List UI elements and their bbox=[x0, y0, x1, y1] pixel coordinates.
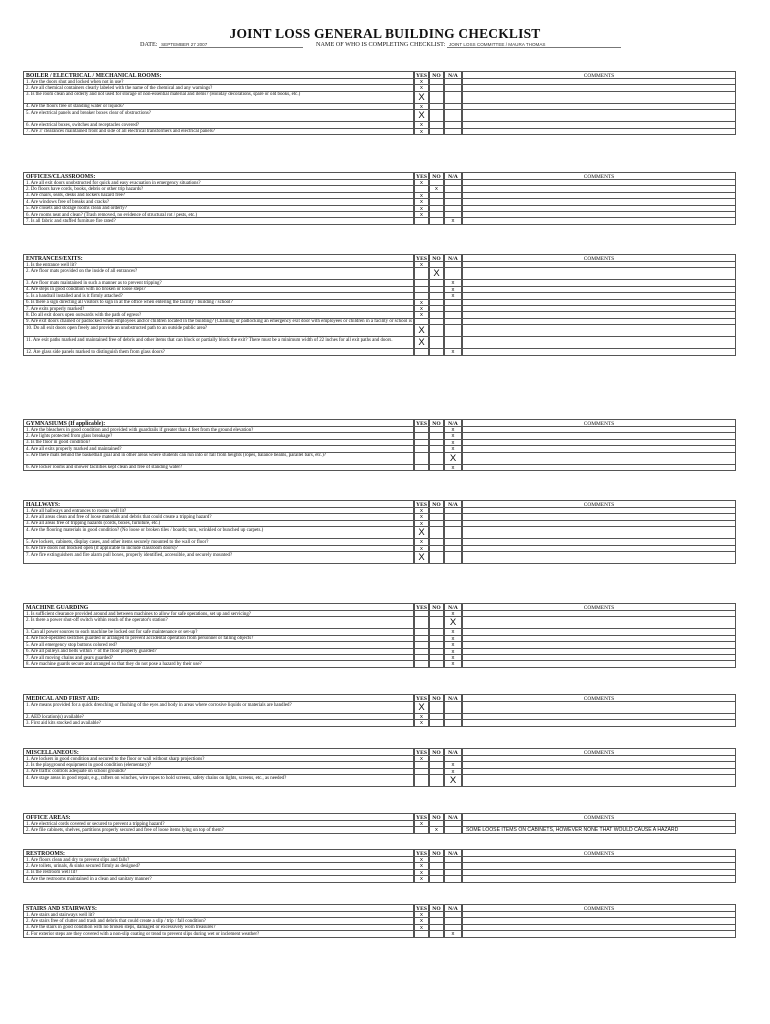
check-mark: x bbox=[420, 520, 423, 527]
check-mark: x bbox=[451, 218, 455, 225]
comment-cell[interactable] bbox=[462, 661, 736, 667]
check-mark: x bbox=[420, 199, 423, 206]
no-checkbox[interactable] bbox=[429, 453, 444, 465]
check-mark: x bbox=[451, 648, 455, 655]
check-mark: x bbox=[420, 205, 423, 212]
no-column-header: NO bbox=[429, 603, 444, 611]
check-mark: x bbox=[420, 514, 423, 521]
na-column-header: N/A bbox=[444, 748, 462, 756]
comments-column-header: COMMENTS bbox=[462, 603, 736, 611]
comment-cell[interactable] bbox=[462, 775, 736, 787]
check-mark: x bbox=[451, 661, 455, 668]
yes-checkbox[interactable] bbox=[414, 720, 429, 726]
comments-column-header: COMMENTS bbox=[462, 71, 736, 79]
check-mark: x bbox=[420, 869, 423, 876]
question-text: 3. Are traffic controls adequate on school grounds? bbox=[23, 769, 414, 775]
yes-column-header: YES bbox=[414, 904, 429, 912]
question-text: 6. Are electrical boxes, switches and receptacles covered? bbox=[23, 122, 414, 128]
question-text: 4. Are all exits properly marked and maintained? bbox=[23, 446, 414, 452]
question-text: 3. Can all power sources to each machine be locked out for safe maintenance or set-up? bbox=[23, 629, 414, 635]
question-text: 2. AED location(s) available? bbox=[23, 714, 414, 720]
no-checkbox[interactable] bbox=[429, 465, 444, 471]
question-text: 2. Are lights protected from glass breakage? bbox=[23, 433, 414, 439]
check-mark: x bbox=[420, 539, 423, 546]
no-column-header: NO bbox=[429, 71, 444, 79]
comment-cell[interactable]: SOME LOOSE ITEMS ON CABINETS, HOWEVER NONE THAT WOULD CAUSE A HAZARD bbox=[462, 827, 736, 833]
comment-cell[interactable] bbox=[462, 552, 736, 564]
comment-cell[interactable] bbox=[462, 465, 736, 471]
no-column-header: NO bbox=[429, 419, 444, 427]
na-checkbox[interactable] bbox=[444, 465, 462, 471]
comment-cell[interactable] bbox=[462, 617, 736, 629]
date-value: SEPTEMBER 27 2007 bbox=[159, 42, 303, 48]
check-mark: X bbox=[418, 91, 425, 103]
no-column-header: NO bbox=[429, 172, 444, 180]
check-mark: x bbox=[451, 439, 455, 446]
question-text: 8. Are machine guards secure and arranged so that they do not pose a hazard by their use? bbox=[23, 661, 414, 667]
check-mark: x bbox=[435, 186, 438, 193]
question-text: 6. Are locker rooms and shower facilities kept clean and free of standing water? bbox=[23, 465, 414, 471]
section-title: MACHINE GUARDING bbox=[23, 603, 414, 611]
yes-column-header: YES bbox=[414, 813, 429, 821]
check-mark: x bbox=[420, 212, 423, 218]
check-mark: x bbox=[451, 446, 455, 453]
check-mark: x bbox=[420, 857, 423, 863]
yes-column-header: YES bbox=[414, 849, 429, 857]
question-text: 5. Are there mats behind the basketball goal and in other areas where students can run into or fall from heights (ropes, balance beams, parallel bars, etc.)? bbox=[23, 453, 414, 465]
yes-checkbox[interactable] bbox=[414, 617, 429, 629]
yes-checkbox[interactable] bbox=[414, 268, 429, 280]
yes-column-header: YES bbox=[414, 254, 429, 262]
check-mark: x bbox=[420, 122, 423, 129]
na-checkbox[interactable] bbox=[444, 92, 462, 104]
na-column-header: N/A bbox=[444, 904, 462, 912]
comment-cell[interactable] bbox=[462, 720, 736, 726]
question-text: 6. Is there a sign directing all visitors to sign in at the office when entering the facility / building / school? bbox=[23, 300, 414, 306]
name-value: JOINT LOSS COMMITTEE / MAURA THOMAS bbox=[447, 42, 621, 48]
question-text: 1. Are all hallways and entrances to rooms well lit? bbox=[23, 508, 414, 514]
section-title: BOILER / ELECTRICAL / MECHANICAL ROOMS: bbox=[23, 71, 414, 79]
yes-column-header: YES bbox=[414, 419, 429, 427]
check-mark: X bbox=[418, 325, 425, 337]
check-mark: x bbox=[420, 85, 423, 92]
check-mark: x bbox=[420, 306, 423, 312]
check-mark: x bbox=[420, 508, 423, 514]
na-checkbox[interactable] bbox=[444, 661, 462, 667]
question-text: 1. Is the entrance well lit? bbox=[23, 262, 414, 268]
section-title: OFFICE AREAS: bbox=[23, 813, 414, 821]
no-column-header: NO bbox=[429, 748, 444, 756]
question-text: 3. Is the room clean and orderly and not used for storage of non-essential material and items? (Holiday decorations, spare or old books, etc.) bbox=[23, 92, 414, 104]
question-text: 2. Are toilets, urinals, & sinks secured firmly as designed? bbox=[23, 863, 414, 869]
yes-checkbox[interactable] bbox=[414, 775, 429, 787]
question-text: 8. Do all exit doors open outwards with the path of egress? bbox=[23, 312, 414, 318]
na-column-header: N/A bbox=[444, 419, 462, 427]
question-text: 1. Are electrical cords covered or secured to prevent a tripping hazard? bbox=[23, 821, 414, 827]
question-text: 2. Are all areas clean and free of loose materials and debris that could create a tripping hazard? bbox=[23, 514, 414, 520]
question-text: 1. Are stairs and stairways well lit? bbox=[23, 912, 414, 918]
check-mark: x bbox=[420, 180, 423, 186]
check-mark: x bbox=[420, 714, 423, 720]
comment-cell[interactable] bbox=[462, 876, 736, 882]
yes-checkbox[interactable] bbox=[414, 129, 429, 135]
yes-checkbox[interactable] bbox=[414, 349, 429, 355]
yes-column-header: YES bbox=[414, 500, 429, 508]
check-mark: x bbox=[420, 299, 423, 306]
no-column-header: NO bbox=[429, 500, 444, 508]
check-mark: x bbox=[451, 286, 455, 293]
question-text: 1. Are floors clean and dry to prevent slips and falls? bbox=[23, 857, 414, 863]
question-text: 4. Are windows free of breaks and cracks? bbox=[23, 199, 414, 205]
question-text: 5. Are lockers, cabinets, display cases, and other items securely mounted to the wall or floor? bbox=[23, 539, 414, 545]
question-text: 5. Are all emergency stop buttons colored red? bbox=[23, 642, 414, 648]
comments-column-header: COMMENTS bbox=[462, 419, 736, 427]
page-title: JOINT LOSS GENERAL BUILDING CHECKLIST bbox=[229, 26, 541, 41]
yes-column-header: YES bbox=[414, 748, 429, 756]
yes-column-header: YES bbox=[414, 172, 429, 180]
section-title: RESTROOMS: bbox=[23, 849, 414, 857]
comments-column-header: COMMENTS bbox=[462, 849, 736, 857]
question-text: 7. Are all moving chains and gears guarded? bbox=[23, 655, 414, 661]
check-mark: x bbox=[420, 79, 423, 85]
section-title: MISCELLANEOUS: bbox=[23, 748, 414, 756]
comments-column-header: COMMENTS bbox=[462, 748, 736, 756]
na-checkbox[interactable] bbox=[444, 218, 462, 224]
check-mark: x bbox=[420, 128, 423, 135]
check-mark: X bbox=[418, 337, 425, 349]
check-mark: x bbox=[451, 655, 455, 661]
question-text: 3. First aid kits stocked and available? bbox=[23, 720, 414, 726]
yes-checkbox[interactable] bbox=[414, 876, 429, 882]
check-mark: x bbox=[420, 262, 423, 268]
check-mark: x bbox=[420, 876, 423, 883]
check-mark: x bbox=[420, 720, 423, 727]
comment-cell[interactable] bbox=[462, 129, 736, 135]
na-column-header: N/A bbox=[444, 71, 462, 79]
no-checkbox[interactable] bbox=[429, 527, 444, 539]
question-text: 7. Is all fabric and stuffed furniture fire rated? bbox=[23, 218, 414, 224]
yes-checkbox[interactable] bbox=[414, 453, 429, 465]
no-checkbox[interactable] bbox=[429, 110, 444, 122]
na-checkbox[interactable] bbox=[444, 527, 462, 539]
yes-checkbox[interactable] bbox=[414, 92, 429, 104]
no-checkbox[interactable] bbox=[429, 129, 444, 135]
na-checkbox[interactable] bbox=[444, 827, 462, 833]
check-mark: x bbox=[451, 629, 455, 636]
date-label: DATE: bbox=[140, 41, 158, 48]
question-text: 2. Are stairs free of clutter and trash and debris that could create a slip / trip / fall condition? bbox=[23, 918, 414, 924]
na-checkbox[interactable] bbox=[444, 325, 462, 337]
comments-column-header: COMMENTS bbox=[462, 254, 736, 262]
question-text: 3. Are chairs, seats, desks and lockers hazard free? bbox=[23, 193, 414, 199]
question-text: 4. For exterior steps are they covered with a non-slip coating or tread to prevent slips during wet or inclement weather? bbox=[23, 931, 414, 937]
na-column-header: N/A bbox=[444, 172, 462, 180]
question-text: 7. Are 3' clearances maintained front and side of all electrical transformers and electrical panels? bbox=[23, 129, 414, 135]
check-mark: x bbox=[420, 912, 423, 918]
na-column-header: N/A bbox=[444, 849, 462, 857]
yes-checkbox[interactable] bbox=[414, 337, 429, 349]
name-label: NAME OF WHO IS COMPLETING CHECKLIST: bbox=[316, 41, 446, 48]
na-checkbox[interactable] bbox=[444, 876, 462, 882]
yes-checkbox[interactable] bbox=[414, 325, 429, 337]
check-mark: x bbox=[451, 768, 455, 775]
question-text: 11. Are exit paths marked and maintained free of debris and other items that can block or partially block the exit? There must be a minimum width of 22 inches for all exit paths and doors. bbox=[23, 337, 414, 349]
no-checkbox[interactable] bbox=[429, 349, 444, 355]
question-text: 1. Is sufficient clearance provided around and between machines to allow for safe operations, set up and servicing? bbox=[23, 611, 414, 617]
question-text: 7. Are exits properly marked? bbox=[23, 306, 414, 312]
check-mark: x bbox=[451, 931, 455, 938]
yes-checkbox[interactable] bbox=[414, 218, 429, 224]
section-title: STAIRS AND STAIRWAYS: bbox=[23, 904, 414, 912]
question-text: 3. Are the stairs in good condition with no broken steps, damaged or excessively worn treasures? bbox=[23, 925, 414, 931]
section-title: GYMNASIUMS (If applicable): bbox=[23, 419, 414, 427]
no-checkbox[interactable] bbox=[429, 617, 444, 629]
question-text: 6. Are fire doors not blocked open (if applicable to include classroom doors)? bbox=[23, 546, 414, 552]
question-text: 2. Is the playground equipment in good condition (elementary)? bbox=[23, 762, 414, 768]
section-title: HALLWAYS: bbox=[23, 500, 414, 508]
no-checkbox[interactable] bbox=[429, 775, 444, 787]
yes-column-header: YES bbox=[414, 694, 429, 702]
comment-cell[interactable] bbox=[462, 349, 736, 355]
section-title: MEDICAL AND FIRST AID: bbox=[23, 694, 414, 702]
question-text: 4. Are the restrooms maintained in a clean and sanitary manner? bbox=[23, 876, 414, 882]
section-title: OFFICES/CLASSROOMS: bbox=[23, 172, 414, 180]
check-mark: x bbox=[420, 863, 423, 870]
question-text: 4. Are foot-operated switches guarded or arranged to prevent accidental operation from personnel or falling objects? bbox=[23, 636, 414, 642]
check-mark: x bbox=[420, 312, 423, 319]
no-column-header: NO bbox=[429, 849, 444, 857]
comment-cell[interactable] bbox=[462, 527, 736, 539]
check-mark: x bbox=[451, 642, 455, 649]
comment-cell[interactable] bbox=[462, 268, 736, 280]
question-text: 3. Are floor mats maintained in such a manner as to prevent tripping? bbox=[23, 280, 414, 286]
check-mark: x bbox=[420, 192, 423, 199]
yes-checkbox[interactable] bbox=[414, 827, 429, 833]
comment-cell[interactable] bbox=[462, 325, 736, 337]
na-checkbox[interactable] bbox=[444, 268, 462, 280]
question-text: 12. Are glass side panels marked to distinguish them from glass doors? bbox=[23, 349, 414, 355]
question-text: 4. Are steps in good condition with no broken or loose steps? bbox=[23, 287, 414, 293]
yes-checkbox[interactable] bbox=[414, 552, 429, 564]
question-text: 2. Are file cabinets, shelves, partitions properly secured and free of loose items lying on top of them? bbox=[23, 827, 414, 833]
question-text: 1. Are lockers in good condition and secured to the floor or wall without sharp projections? bbox=[23, 756, 414, 762]
question-text: 1. Are the bleachers in good condition and provided with guardrails if greater than 4 feet from the ground elevation? bbox=[23, 427, 414, 433]
check-mark: X bbox=[449, 617, 457, 629]
question-text: 2. Do floors have cords, books, debris or other trip hazards? bbox=[23, 186, 414, 192]
question-text: 1. Are means provided for a quick drenching or flushing of the eyes and body in areas where corrosive liquids or materials are handled? bbox=[23, 702, 414, 714]
check-mark: X bbox=[418, 702, 425, 713]
check-mark: x bbox=[420, 924, 423, 931]
check-mark: x bbox=[420, 918, 423, 925]
question-text: 5. Are electrical panels and breaker boxes clear of obstructions? bbox=[23, 110, 414, 122]
comments-column-header: COMMENTS bbox=[462, 500, 736, 508]
comments-column-header: COMMENTS bbox=[462, 694, 736, 702]
question-text: 5. Are closets and storage rooms clean and orderly? bbox=[23, 206, 414, 212]
check-mark: x bbox=[451, 635, 455, 642]
na-checkbox[interactable] bbox=[444, 552, 462, 564]
check-mark: x bbox=[451, 349, 455, 356]
no-column-header: NO bbox=[429, 813, 444, 821]
yes-checkbox[interactable] bbox=[414, 931, 429, 937]
question-text: 1. Are the doors shut and locked when not in use? bbox=[23, 79, 414, 85]
question-text: 3. Are all areas free of tripping hazards (cords, boxes, furniture, etc.) bbox=[23, 521, 414, 527]
question-text: 4. Are the floors free of standing water or liquids? bbox=[23, 104, 414, 110]
na-checkbox[interactable] bbox=[444, 720, 462, 726]
no-column-header: NO bbox=[429, 694, 444, 702]
check-mark: x bbox=[451, 611, 455, 617]
section-title: ENTRANCES/EXITS: bbox=[23, 254, 414, 262]
check-mark: x bbox=[420, 103, 423, 110]
na-column-header: N/A bbox=[444, 694, 462, 702]
comments-column-header: COMMENTS bbox=[462, 904, 736, 912]
no-checkbox[interactable] bbox=[429, 268, 444, 280]
question-text: 4. Are stage areas in good repair, e.g., rafters on winches, wire ropes to hold screens, safety chains on lights, screens, etc., as needed? bbox=[23, 775, 414, 787]
question-text: 2. Are floor mats provided on the inside of all entrances? bbox=[23, 268, 414, 280]
yes-checkbox[interactable] bbox=[414, 465, 429, 471]
yes-checkbox[interactable] bbox=[414, 661, 429, 667]
comments-column-header: COMMENTS bbox=[462, 172, 736, 180]
comment-cell[interactable] bbox=[462, 337, 736, 349]
check-mark: x bbox=[420, 545, 423, 552]
comment-cell[interactable] bbox=[462, 218, 736, 224]
na-column-header: N/A bbox=[444, 603, 462, 611]
check-mark: X bbox=[449, 452, 457, 464]
comments-column-header: COMMENTS bbox=[462, 813, 736, 821]
comment-cell[interactable] bbox=[462, 110, 736, 122]
question-text: 4. Are the flooring materials in good condition? (No loose or broken tiles / boards; torn, wrinkled or bunched up carpets.) bbox=[23, 527, 414, 539]
no-checkbox[interactable] bbox=[429, 827, 444, 833]
question-text: 10. Do all exit doors open freely and provide an unobstructed path to an outside public area? bbox=[23, 325, 414, 337]
question-text: 5. Is a handrail installed and is it firmly attached? bbox=[23, 293, 414, 299]
na-column-header: N/A bbox=[444, 813, 462, 821]
na-column-header: N/A bbox=[444, 500, 462, 508]
check-mark: x bbox=[435, 827, 438, 834]
check-mark: x bbox=[451, 427, 455, 433]
yes-checkbox[interactable] bbox=[414, 110, 429, 122]
comment-cell[interactable] bbox=[462, 702, 736, 714]
comment-cell[interactable] bbox=[462, 931, 736, 937]
question-text: 7. Are fire extinguishers and fire alarm pull boxes, properly identified, accessible, and securely mounted? bbox=[23, 552, 414, 564]
comment-cell[interactable] bbox=[462, 453, 736, 465]
question-text: 6. Are rooms neat and clean? (Trash removed, no evidence of structural rot / pests, etc.) bbox=[23, 212, 414, 218]
check-mark: X bbox=[418, 110, 425, 122]
yes-column-header: YES bbox=[414, 71, 429, 79]
question-text: 1. Are all exit doors unobstructed for quick and easy evacuation in emergency situations? bbox=[23, 180, 414, 186]
check-mark: x bbox=[451, 762, 455, 769]
no-column-header: NO bbox=[429, 904, 444, 912]
yes-checkbox[interactable] bbox=[414, 527, 429, 539]
na-checkbox[interactable] bbox=[444, 931, 462, 937]
no-checkbox[interactable] bbox=[429, 92, 444, 104]
check-mark: X bbox=[449, 775, 457, 787]
no-checkbox[interactable] bbox=[429, 661, 444, 667]
question-text: 3. Is the floor in good condition? bbox=[23, 440, 414, 446]
na-checkbox[interactable] bbox=[444, 129, 462, 135]
check-mark: x bbox=[451, 464, 455, 471]
check-mark: X bbox=[433, 268, 440, 280]
question-text: 6. Are all pulleys and belts within 7' of the floor properly guarded? bbox=[23, 649, 414, 655]
na-checkbox[interactable] bbox=[444, 775, 462, 787]
no-column-header: NO bbox=[429, 254, 444, 262]
check-mark: x bbox=[451, 293, 455, 300]
question-text: 2. Are all chemical containers clearly labeled with the name of the chemical and any warnings? bbox=[23, 85, 414, 91]
check-mark: x bbox=[420, 756, 423, 762]
na-checkbox[interactable] bbox=[444, 617, 462, 629]
na-checkbox[interactable] bbox=[444, 453, 462, 465]
check-mark: x bbox=[420, 821, 423, 827]
na-checkbox[interactable] bbox=[444, 349, 462, 355]
no-checkbox[interactable] bbox=[429, 931, 444, 937]
question-text: 2. Is there a power shut-off switch within reach of the operator's station? bbox=[23, 617, 414, 629]
no-checkbox[interactable] bbox=[429, 325, 444, 337]
no-checkbox[interactable] bbox=[429, 876, 444, 882]
yes-checkbox[interactable] bbox=[414, 702, 429, 714]
comment-cell[interactable] bbox=[462, 92, 736, 104]
check-mark: x bbox=[451, 280, 455, 287]
yes-column-header: YES bbox=[414, 603, 429, 611]
question-text: 3. Is the restroom well lit? bbox=[23, 870, 414, 876]
no-checkbox[interactable] bbox=[429, 552, 444, 564]
check-mark: X bbox=[418, 527, 425, 539]
no-checkbox[interactable] bbox=[429, 218, 444, 224]
no-checkbox[interactable] bbox=[429, 337, 444, 349]
check-mark: x bbox=[451, 433, 455, 440]
na-column-header: N/A bbox=[444, 254, 462, 262]
no-checkbox[interactable] bbox=[429, 720, 444, 726]
check-mark: X bbox=[418, 552, 425, 563]
na-checkbox[interactable] bbox=[444, 702, 462, 714]
question-text: 9. Are exit doors chained or padlocked when employees and/or children located in the building? (Chaining or padlocking an emergency exit door with employees or children in a facility or school is bbox=[23, 319, 414, 325]
no-checkbox[interactable] bbox=[429, 702, 444, 714]
na-checkbox[interactable] bbox=[444, 337, 462, 349]
na-checkbox[interactable] bbox=[444, 110, 462, 122]
